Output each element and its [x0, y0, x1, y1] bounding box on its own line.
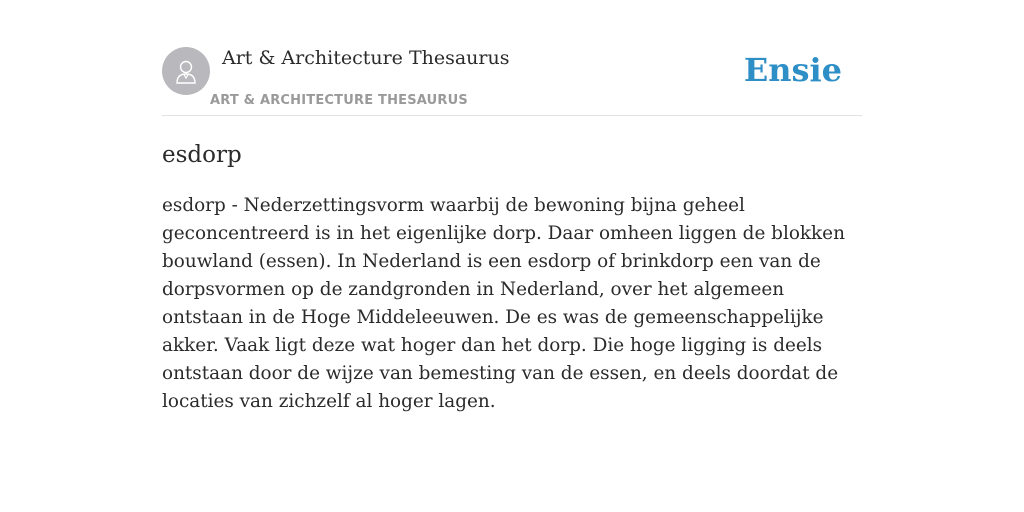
source-subtitle-link[interactable]: ART & ARCHITECTURE THESAURUS [210, 93, 468, 108]
content-container [162, 0, 862, 412]
source-header [162, 0, 862, 116]
source-title-link[interactable]: Art & Architecture Thesaurus [222, 47, 510, 69]
user-icon [171, 56, 201, 86]
entry-term: esdorp [162, 142, 242, 168]
brand-logo[interactable]: Ensie [743, 51, 842, 89]
entry-definition: esdorp - Nederzettingsvorm waarbij de bewoning bijna geheel geconcentreerd is in het eigenlijke dorp. Daar omheen liggen de blokken bouwland (essen). In Nederland is een esdorp of brinkdorp een van de dorpsvormen op de zandgronden in Nederland, over het algemeen ontstaan in de Hoge Middeleeuwen. De es was de gemeenschappelijke akker. Vaak ligt deze wat hoger dan het dorp. Die hoge ligging is deels ontstaan door de wijze van bemesting van de essen, en deels doordat de locaties van zichzelf al hoger lagen. [162, 195, 845, 412]
avatar[interactable] [162, 47, 210, 95]
